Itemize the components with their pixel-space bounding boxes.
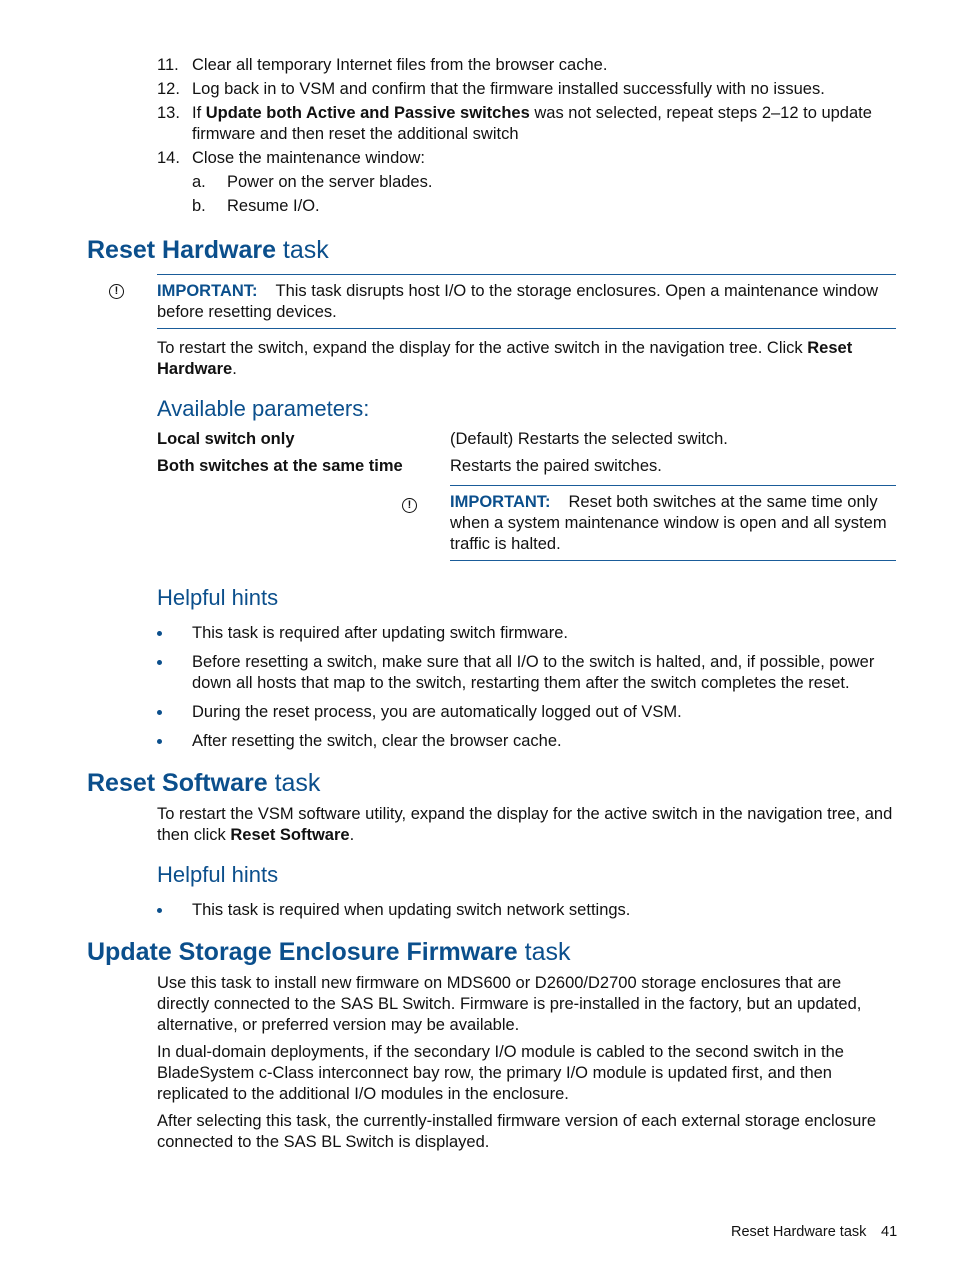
reset-software-heading [87,768,320,798]
substep-letter: a. [192,173,206,191]
page-number: 41 [881,1224,898,1240]
bullet-icon [157,908,162,913]
bullet-icon [157,739,162,744]
hint-text: Before resetting a switch, make sure that all I/O to the switch is halted, and, if possible, power down all hosts that map to the switch, restarting them after the switch completes the reset. [192,653,875,692]
available-parameters-heading: Available parameters: [157,396,370,421]
substep-letter: b. [192,197,206,215]
reset-hardware-heading [87,235,329,265]
helpful-hints-heading: Helpful hints [157,862,279,887]
heading-rest: task [267,769,321,797]
substep-b [157,196,897,217]
step-text-post: was not selected, repeat steps 2–12 to update firmware and then reset the additional switch [192,104,872,143]
intro-command: Reset Hardware [157,339,853,378]
intro-text: To restart the switch, expand the display for the active switch in the navigation tree. Click [157,339,808,357]
step-number: 12. [157,80,180,98]
step-text: Log back in to VSM and confirm that the firmware installed successfully with no issues. [192,80,825,98]
footer-section-title: Reset Hardware task [731,1224,867,1240]
substep-text: Resume I/O. [227,197,320,215]
step-12 [157,79,897,100]
hint-text: After resetting the switch, clear the browser cache. [192,732,562,750]
software-hints-list [157,900,897,929]
param-both-switches-name: Both switches at the same time [157,457,403,475]
step-14 [157,148,897,169]
list-item [157,702,897,723]
param-both-switches-desc: Restarts the paired switches. [450,457,662,475]
important-text: This task disrupts host I/O to the storage enclosures. Open a maintenance window before resetting devices. [157,282,879,321]
param-local-switch-name: Local switch only [157,430,295,448]
step-text-pre: If [192,104,206,122]
hint-text: This task is required when updating switch network settings. [192,901,631,919]
substep-a [157,172,897,193]
list-item [157,623,897,644]
firmware-paragraph-3: After selecting this task, the currently-installed firmware version of each external storage enclosure connected to the SAS BL Switch is displayed. [157,1112,876,1151]
step-text: Close the maintenance window: [192,149,425,167]
heading-bold: Reset Software [87,769,268,797]
list-item [157,652,897,694]
important-text: Reset both switches at the same time only when a system maintenance window is open and all system traffic is halted. [450,493,887,553]
intro-text: To restart the VSM software utility, expand the display for the active switch in the navigation tree, and then click [157,805,893,844]
heading-rest: task [275,236,329,264]
important-label: IMPORTANT: [450,493,551,511]
step-text: Clear all temporary Internet files from the browser cache. [192,56,608,74]
reset-hardware-intro [157,338,897,380]
important-label: IMPORTANT: [157,282,258,300]
substep-text: Power on the server blades. [227,173,433,191]
hint-text: This task is required after updating switch firmware. [192,624,568,642]
hardware-hints-list [157,623,897,760]
helpful-hints-heading: Helpful hints [157,585,279,610]
bullet-icon [157,710,162,715]
update-firmware-heading [87,937,570,967]
step-number: 13. [157,104,180,122]
firmware-paragraph-1: Use this task to install new firmware on MDS600 or D2600/D2700 storage enclosures that are directly connected to the SAS BL Switch. Firmware is pre-installed in the factory, but an updated, alternative, or preferred version may be available. [157,974,862,1034]
step-11 [157,55,897,76]
bullet-icon [157,631,162,636]
heading-rest: task [517,938,571,966]
important-callout [157,274,896,329]
heading-bold: Reset Hardware [87,236,276,264]
reset-software-intro [157,804,897,846]
step-option-name: Update both Active and Passive switches [205,104,530,122]
step-number: 14. [157,149,180,167]
step-list [157,55,897,220]
firmware-paragraph-2: In dual-domain deployments, if the secondary I/O module is cabled to the second switch in the BladeSystem c-Class interconnect bay row, the primary I/O module is updated first, and then replicated to the additional I/O modules in the enclosure. [157,1043,844,1103]
step-number: 11. [157,56,179,74]
intro-end: . [349,826,355,844]
param-local-switch-desc: (Default) Restarts the selected switch. [450,430,728,448]
important-icon: ! [109,284,124,299]
param-important-callout [450,485,896,561]
intro-end: . [232,360,237,378]
list-item [157,900,897,921]
important-icon: ! [402,498,417,513]
heading-bold: Update Storage Enclosure Firmware [87,938,518,966]
list-item [157,731,897,752]
bullet-icon [157,660,162,665]
hint-text: During the reset process, you are automatically logged out of VSM. [192,703,682,721]
step-13 [157,103,897,145]
intro-command: Reset Software [230,826,350,844]
